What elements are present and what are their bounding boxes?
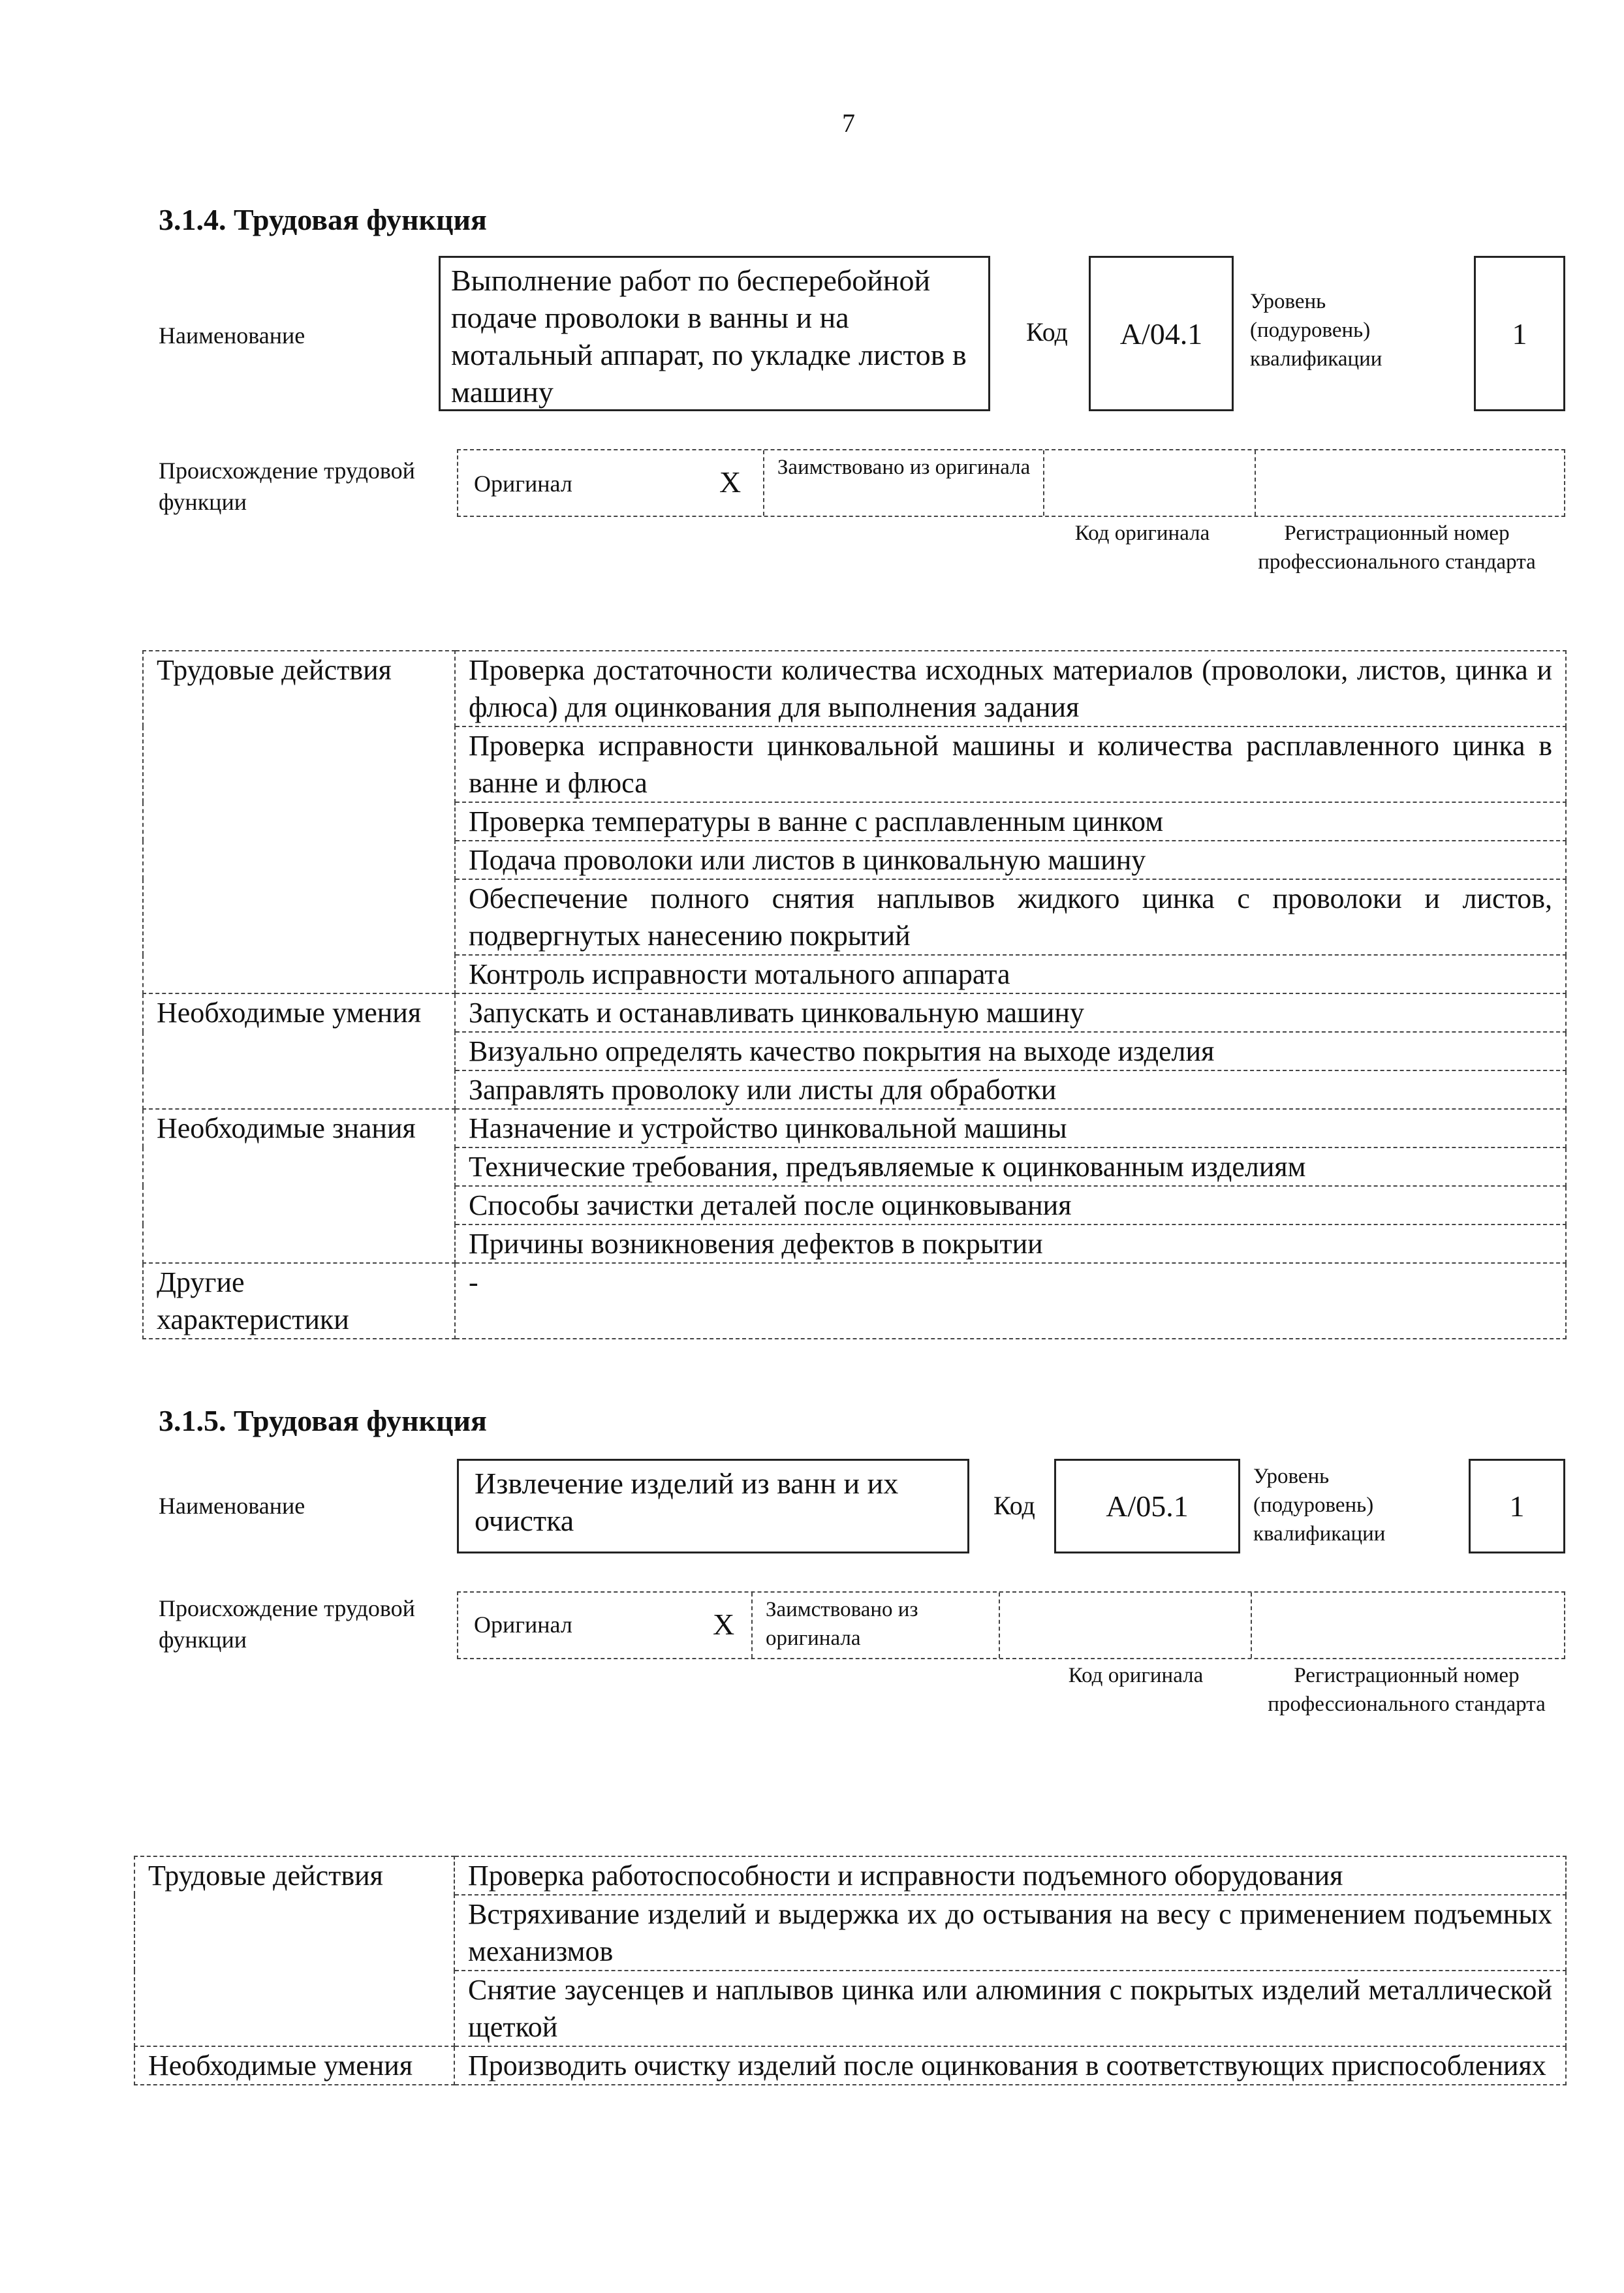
section-heading: 3.1.4. Трудовая функция	[159, 203, 487, 236]
section-heading: 3.1.5. Трудовая функция	[159, 1404, 487, 1437]
table-row: Назначение и устройство цинковальной машины	[455, 1109, 1566, 1147]
function-name-box: Выполнение работ по бесперебойной подаче проволоки в ванны и на мотальный аппарат, по укладке листов в машину	[439, 256, 990, 411]
reg-number-caption: Регистрационный номер профессионального стандарта	[1268, 1664, 1546, 1716]
code-original-caption: Код оригинала	[1074, 522, 1210, 545]
origin-borrowed-cell	[753, 1593, 1000, 1658]
code-label: Код	[1026, 317, 1068, 347]
page-number: 7	[842, 108, 855, 138]
table-row: Подача проволоки или листов в цинковальную машину	[455, 841, 1566, 879]
code-box: A/04.1	[1089, 256, 1234, 411]
origin-label: Происхождение трудовой функции	[159, 1595, 415, 1653]
table-row: Причины возникновения дефектов в покрытии	[455, 1224, 1566, 1263]
origin-mark: X	[719, 465, 742, 499]
table-row: Проверка достаточности количества исходных материалов (проволоки, листов, цинка и флюса) для оцинкования для выполнения задания	[455, 651, 1566, 726]
row-label: Необходимые умения	[134, 2046, 454, 2085]
origin-row	[457, 449, 1565, 517]
table-row: Проверка температуры в ванне с расплавленным цинком	[455, 802, 1566, 841]
table-row: Способы зачистки деталей после оцинковывания	[455, 1186, 1566, 1224]
row-label: Необходимые умения	[143, 993, 455, 1109]
reg-number-cell	[1256, 450, 1564, 516]
code-label: Код	[993, 1491, 1035, 1520]
function-name-box: Извлечение изделий из ванн и их очистка	[457, 1459, 969, 1553]
origin-borrowed-label: Заимствовано из оригинала	[765, 1598, 918, 1650]
origin-label: Происхождение трудовой функции	[159, 458, 415, 515]
table-row: -	[455, 1263, 1566, 1339]
origin-borrowed-label: Заимствовано из оригинала	[777, 456, 1031, 479]
origin-original-cell	[458, 450, 764, 516]
row-label: Другие характеристики	[143, 1263, 455, 1339]
table-row: Проверка исправности цинковальной машины и количества расплавленного цинка в ванне и флюса	[455, 726, 1566, 802]
row-label: Трудовые действия	[134, 1856, 454, 2046]
level-box: 1	[1469, 1459, 1565, 1553]
reg-number-caption: Регистрационный номер профессионального стандарта	[1258, 522, 1536, 574]
requirements-table	[134, 1856, 1567, 2085]
level-label: Уровень (подуровень) квалификации	[1253, 1465, 1386, 1546]
origin-original-label: Оригинал	[474, 471, 572, 497]
reg-number-cell	[1252, 1593, 1564, 1658]
table-row: Производить очистку изделий после оцинкования в соответствующих приспособлениях	[454, 2046, 1566, 2085]
table-row: Технические требования, предъявляемые к оцинкованным изделиям	[455, 1147, 1566, 1186]
table-row: Контроль исправности мотального аппарата	[455, 955, 1566, 993]
row-label: Необходимые знания	[143, 1109, 455, 1263]
table-row: Заправлять проволоку или листы для обработки	[455, 1070, 1566, 1109]
table-row: Встряхивание изделий и выдержка их до остывания на весу с применением подъемных механизмов	[454, 1895, 1566, 1971]
table-row: Визуально определять качество покрытия на выходе изделия	[455, 1032, 1566, 1070]
code-original-caption: Код оригинала	[1068, 1664, 1204, 1687]
origin-original-label: Оригинал	[474, 1612, 572, 1638]
level-box: 1	[1474, 256, 1565, 411]
name-label: Наименование	[159, 322, 305, 349]
code-original-cell	[1000, 1593, 1252, 1658]
row-label: Трудовые действия	[143, 651, 455, 993]
requirements-table	[142, 650, 1567, 1339]
name-label: Наименование	[159, 1493, 305, 1519]
origin-borrowed-cell	[764, 450, 1044, 516]
table-row: Запускать и останавливать цинковальную машину	[455, 993, 1566, 1032]
origin-original-cell	[458, 1593, 753, 1658]
table-row: Обеспечение полного снятия наплывов жидкого цинка с проволоки и листов, подвергнутых нанесению покрытий	[455, 879, 1566, 955]
origin-row	[457, 1591, 1565, 1659]
code-original-cell	[1044, 450, 1256, 516]
level-label: Уровень (подуровень) квалификации	[1250, 290, 1382, 371]
table-row: Проверка работоспособности и исправности подъемного оборудования	[454, 1856, 1566, 1895]
code-box: A/05.1	[1054, 1459, 1240, 1553]
table-row: Снятие заусенцев и наплывов цинка или алюминия с покрытых изделий металлической щеткой	[454, 1971, 1566, 2046]
origin-mark: X	[713, 1608, 735, 1641]
